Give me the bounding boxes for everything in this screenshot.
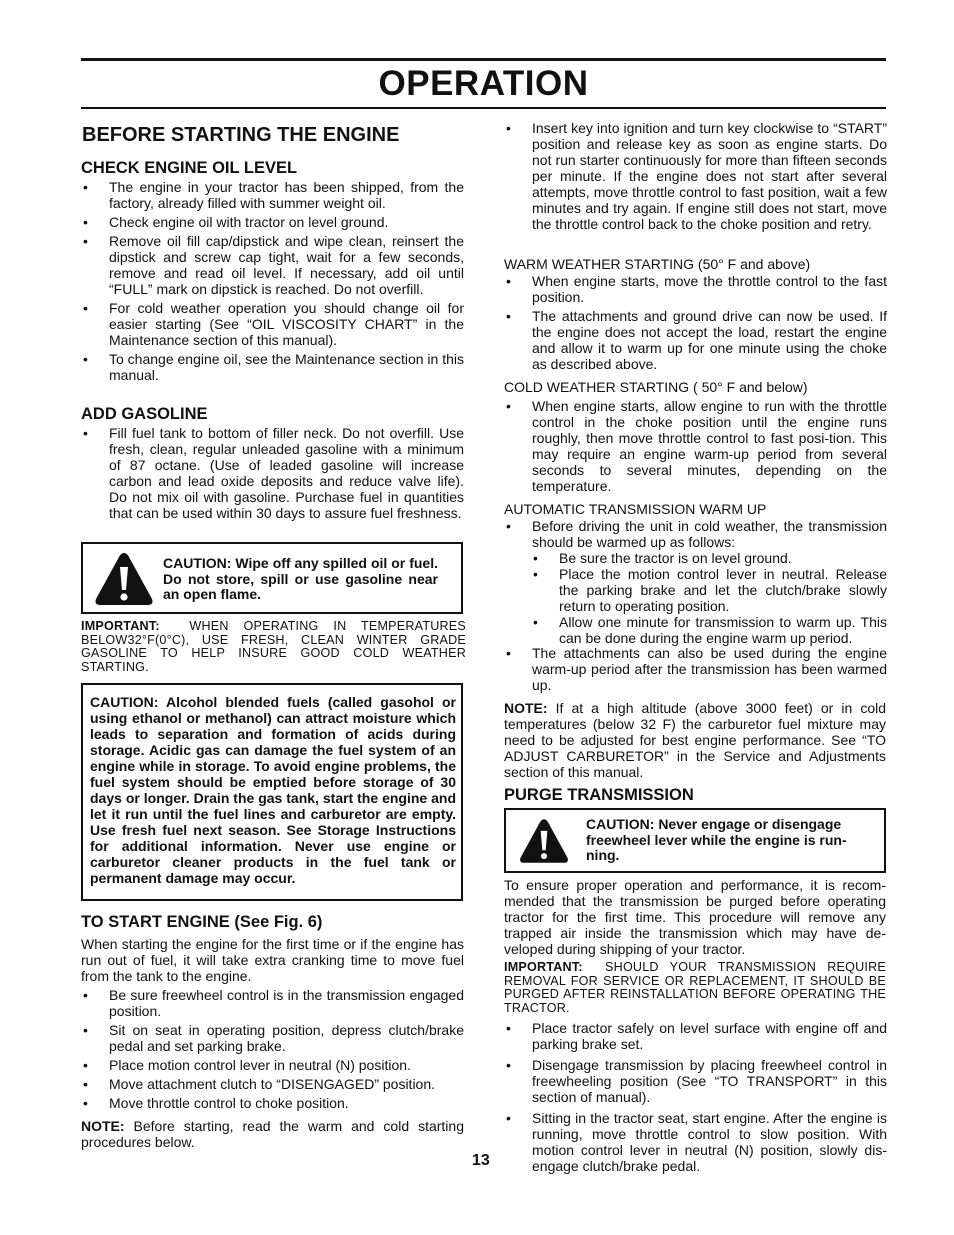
note-label: NOTE: bbox=[504, 700, 548, 716]
list-item: • Place tractor safely on level surface with engine off and parking brake set. bbox=[504, 1020, 887, 1052]
note-label: NOTE: bbox=[81, 1118, 125, 1134]
key-list bbox=[504, 120, 887, 235]
caution-freewheel-text: CAUTION: Never engage or disengage freewheel lever while the engine is run-ning. bbox=[586, 816, 847, 863]
auto-transmission-list bbox=[504, 518, 887, 550]
warning-triangle-icon bbox=[518, 816, 570, 866]
auto-transmission-label: AUTOMATIC TRANSMISSION WARM UP bbox=[504, 501, 767, 517]
list-item: • Check engine oil with tractor on level ground. bbox=[81, 214, 464, 230]
list-item: • The attachments can also be used during the engine warm-up period after the transmission has been warmed up. bbox=[504, 645, 887, 693]
list-item: • Allow one minute for transmission to warm up. This can be done during the engine warm up period. bbox=[531, 614, 887, 646]
altitude-note bbox=[504, 700, 886, 780]
gasoline-list bbox=[81, 425, 464, 524]
header-rule-top bbox=[81, 58, 886, 61]
page-number: 13 bbox=[472, 1152, 490, 1169]
list-item: • Insert key into ignition and turn key clockwise to “START” position and release key as soon as engine starts. Do not run starter continuously for more than fifteen seconds per minute. If the engine does not start after several attempts, move throttle control to fast position, wait a few minutes and try again. If engine still does not start, move the throttle control back to the choke position and retry. bbox=[504, 120, 887, 232]
warm-weather-label: WARM WEATHER STARTING (50° F and above) bbox=[504, 256, 811, 272]
list-item: • Disengage transmission by placing freewheel control in freewheeling position (See “TO TRANSPORT” in this section of manual). bbox=[504, 1057, 887, 1105]
list-item: • Remove oil fill cap/dipstick and wipe clean, reinsert the dipstick and screw cap tight, wait for a few seconds, remove and read oil level. If necessary, add oil until “FULL” mark on dipstick is reached. Do not overfill. bbox=[81, 233, 464, 297]
important-cold-gasoline bbox=[81, 620, 466, 674]
header-rule-bottom bbox=[81, 107, 886, 109]
start-note bbox=[81, 1118, 464, 1150]
list-item: • Move attachment clutch to “DISENGAGED” position. bbox=[81, 1076, 464, 1092]
purge-heading: PURGE TRANSMISSION bbox=[504, 786, 694, 804]
list-item: • Sitting in the tractor seat, start engine. After the engine is running, move throttle control to slow position. With motion control lever in neutral (N) position, slowly dis-engage clutch/brake pedal. bbox=[504, 1110, 887, 1174]
gasoline-heading: ADD GASOLINE bbox=[81, 405, 208, 423]
list-item: • Sit on seat in operating position, depress clutch/brake pedal and set parking brake. bbox=[81, 1022, 464, 1054]
list-item: • When engine starts, allow engine to run with the throttle control in the choke position until the engine runs roughly, then move throttle control to fast posi-tion. This may require an engine warm-up period from several seconds to several minutes, depending on the temperature. bbox=[504, 398, 887, 494]
list-item: • For cold weather operation you should change oil for easier starting (See “OIL VISCOSITY CHART” in the Maintenance section of this manual). bbox=[81, 300, 464, 348]
caution-box-spill bbox=[81, 542, 463, 614]
important-text: SHOULD YOUR TRANSMISSION REQUIRE REMOVAL FOR SERVICE OR REPLACEMENT, IT SHOULD BE PURGED AFTER REINSTALLATION BEFORE OPERATING THE TRACTOR. bbox=[504, 960, 886, 1015]
start-engine-list bbox=[81, 987, 464, 1114]
auto-transmission-list-2 bbox=[504, 645, 887, 696]
cold-weather-list bbox=[504, 398, 887, 497]
note-text: Before starting, read the warm and cold starting procedures below. bbox=[81, 1118, 464, 1150]
start-engine-heading: TO START ENGINE (See Fig. 6) bbox=[81, 913, 323, 931]
cold-weather-label: COLD WEATHER STARTING ( 50° F and below) bbox=[504, 379, 808, 395]
caution-spill-text: CAUTION: Wipe off any spilled oil or fuel. Do not store, spill or use gasoline near an open flame. bbox=[163, 555, 438, 602]
important-text: WHEN OPERATING IN TEMPERATURES BELOW32°F(0°C), USE FRESH, CLEAN WINTER GRADE GASOLINE TO HELP INSURE GOOD COLD WEATHER STARTING. bbox=[81, 619, 466, 674]
note-text: If at a high altitude (above 3000 feet) or in cold temperatures (below 32 F) the carburetor fuel mixture may need to be adjusted for best engine performance. See “TO ADJUST CARBURETOR” in the Service and Adjustments section of this manual. bbox=[504, 700, 887, 780]
list-item: • Move throttle control to choke position. bbox=[81, 1095, 464, 1111]
caution-box-freewheel bbox=[504, 808, 886, 873]
oil-heading: CHECK ENGINE OIL LEVEL bbox=[81, 159, 298, 177]
list-item: • Fill fuel tank to bottom of filler neck. Do not overfill. Use fresh, clean, regular unleaded gasoline with a minimum of 87 octane. (Use of leaded gasoline will increase carbon and lead oxide deposits and reduce valve life). Do not mix oil with gasoline. Purchase fuel in quantities that can be used within 30 days to assure fuel freshness. bbox=[81, 425, 464, 521]
list-item: • Place the motion control lever in neutral. Release the parking brake and let the clutch/brake slowly return to operating position. bbox=[531, 566, 887, 614]
list-item: • Before driving the unit in cold weather, the transmission should be warmed up as follows: bbox=[504, 518, 887, 550]
list-item: • When engine starts, move the throttle control to the fast position. bbox=[504, 273, 887, 305]
list-item: • The engine in your tractor has been shipped, from the factory, already filled with summer weight oil. bbox=[81, 179, 464, 211]
auto-transmission-sublist bbox=[531, 550, 887, 646]
important-purge bbox=[504, 961, 886, 1015]
page-title: OPERATION bbox=[378, 64, 589, 103]
purge-intro: To ensure proper operation and performance, it is recom-mended that the transmission be purged before operating tractor for the first time. This procedure will remove any trapped air inside the transmission which may have de-veloped during shipping of your tractor. bbox=[504, 877, 886, 957]
important-label: IMPORTANT: bbox=[81, 619, 160, 633]
warm-weather-list bbox=[504, 273, 887, 375]
caution-box-alcohol bbox=[81, 683, 463, 901]
list-item: • The attachments and ground drive can now be used. If the engine does not accept the load, restart the engine and allow it to warm up for one minute using the choke as described above. bbox=[504, 308, 887, 372]
start-engine-intro: When starting the engine for the first time or if the engine has run out of fuel, it will take extra cranking time to move fuel from the tank to the engine. bbox=[81, 936, 464, 984]
warning-triangle-icon bbox=[93, 550, 155, 608]
purge-list bbox=[504, 1020, 887, 1177]
list-item: • To change engine oil, see the Maintenance section in this manual. bbox=[81, 351, 464, 383]
list-item: • Be sure freewheel control is in the transmission engaged position. bbox=[81, 987, 464, 1019]
important-label: IMPORTANT: bbox=[504, 960, 583, 974]
section-title: BEFORE STARTING THE ENGINE bbox=[82, 124, 400, 146]
caution-alcohol-text: CAUTION: Alcohol blended fuels (called gasohol or using ethanol or methanol) can attract moisture which leads to separation and formation of acids during storage. Acidic gas can damage the fuel system of an engine while in storage. To avoid engine problems, the fuel system should be emptied before storage of 30 days or longer. Drain the gas tank, start the engine and let it run until the fuel lines and carburetor are empty. Use fresh fuel next season. See Storage Instructions for additional information. Never use engine or carburetor cleaner products in the fuel tank or permanent damage may occur. bbox=[90, 694, 456, 886]
list-item: • Place motion control lever in neutral (N) position. bbox=[81, 1057, 464, 1073]
list-item: • Be sure the tractor is on level ground. bbox=[531, 550, 887, 566]
oil-list bbox=[81, 179, 464, 386]
